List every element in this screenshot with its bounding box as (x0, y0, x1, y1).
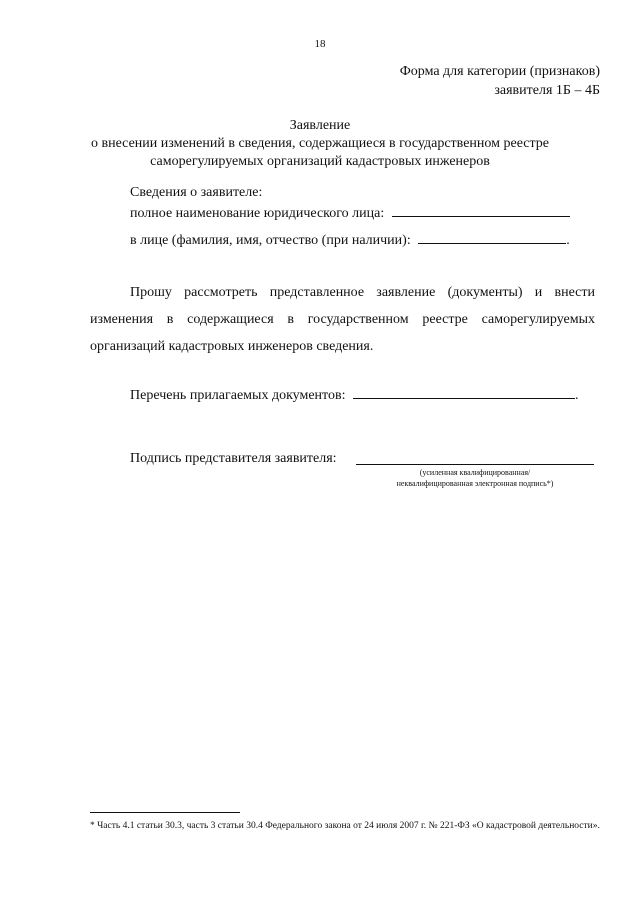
person-row (130, 231, 570, 249)
request-line-1: Прошу рассмотреть представленное заявление (документы) и внести (130, 285, 595, 300)
document-subtitle-line-2: саморегулируемых организаций кадастровых инженеров (150, 154, 490, 169)
org-name-field[interactable] (392, 204, 570, 217)
person-end: . (566, 233, 570, 248)
signature-label: Подпись представителя заявителя: (130, 451, 337, 466)
signature-note-line-1: (усиленная квалифицированная/ (419, 468, 531, 477)
page-number: 18 (314, 38, 326, 50)
request-line-3: организаций кадастровых инженеров сведения. (90, 339, 374, 354)
org-name-row (130, 204, 570, 222)
footnote: * Часть 4.1 статьи 30.3, часть 3 статьи 30.4 Федерального закона от 24 июля 2007 г. № 221-ФЗ «О кадастровой деятельности». (90, 821, 600, 831)
request-paragraph (90, 279, 595, 360)
signature-note-line-2: неквалифицированная электронная подпись*) (396, 479, 554, 488)
documents-label: Перечень прилагаемых документов: (130, 388, 346, 403)
person-field[interactable] (418, 231, 566, 244)
document-subtitle-line-1: о внесении изменений в сведения, содержащиеся в государственном реестре (91, 136, 549, 151)
documents-row (130, 386, 578, 404)
document-title: Заявление (289, 118, 351, 133)
signature-field[interactable] (356, 464, 594, 465)
form-category-line-2: заявителя 1Б – 4Б (494, 83, 600, 98)
applicant-heading: Сведения о заявителе: (130, 185, 263, 200)
documents-end: . (574, 388, 579, 403)
form-category-line-1: Форма для категории (признаков) (399, 64, 600, 79)
org-name-label: полное наименование юридического лица: (130, 206, 385, 221)
documents-field[interactable] (353, 386, 575, 399)
request-line-2: изменения в содержащиеся в государственном реестре саморегулируемых (90, 312, 595, 327)
footnote-divider (90, 812, 240, 813)
person-label: в лице (фамилия, имя, отчество (при наличии): (130, 233, 411, 248)
